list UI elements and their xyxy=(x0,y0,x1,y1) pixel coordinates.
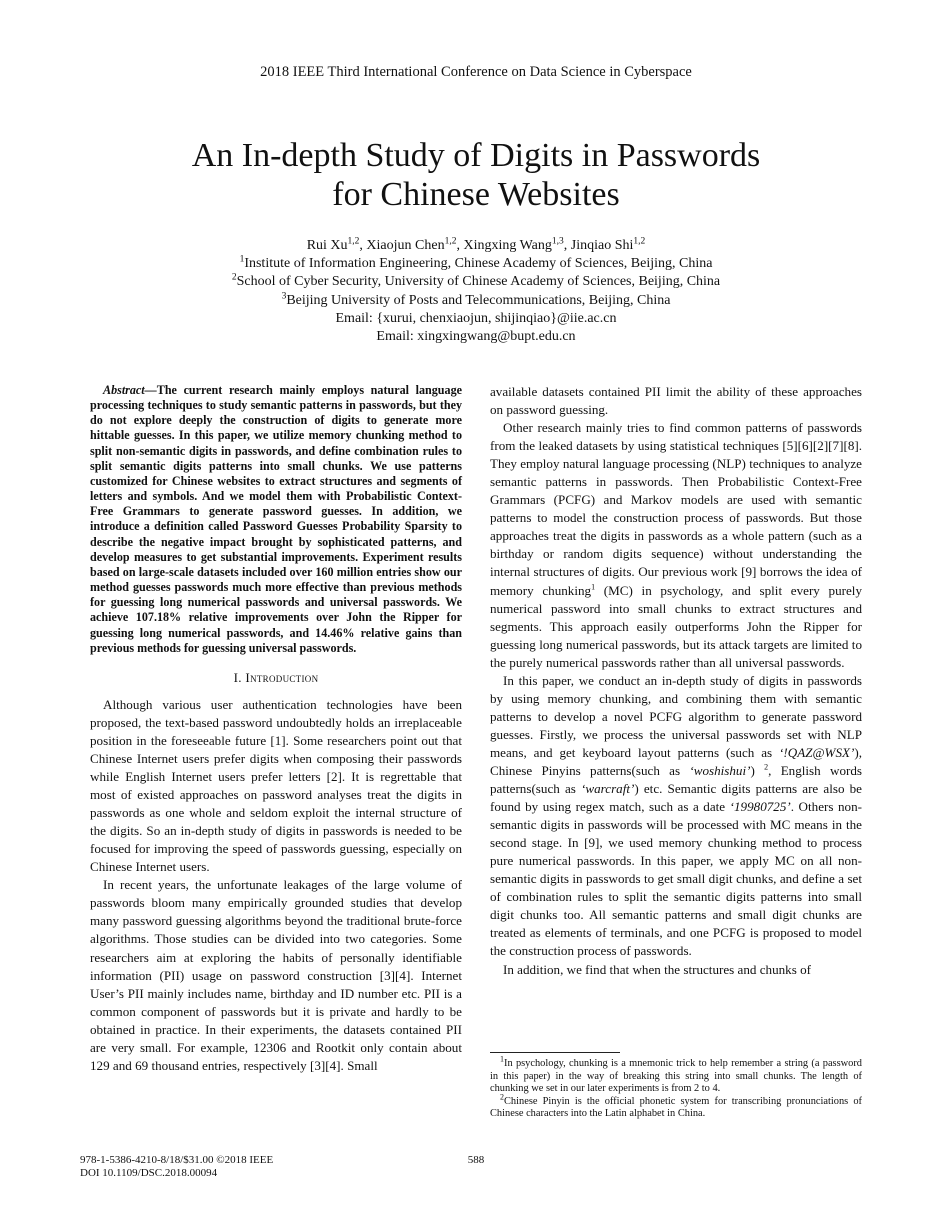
affiliation-text: School of Cyber Security, University of Chinese Academy of Sciences, Beijing, China xyxy=(236,274,721,290)
title-line-2: for Chinese Websites xyxy=(332,176,620,213)
abstract-text: The current research mainly employs natural language processing techniques to study semantic patterns in passwords, but they do not explore deeply the construction of digits to generate more hittable guesses. In this paper, we utilize memory chunking method to split non-semantic digits in passwords, and define combination rules to split semantic digits patterns into small chunks. We use patterns customized for Chinese websites to extract structures and segments of letters and symbols. And we model them with Probabilistic Context-Free Grammars to generate password guesses. In addition, we introduce a definition called Password Guesses Probability Sparsity to describe the negative impact brought by sophisticated patterns, and develop measures to get substantial improvements. Experiment results based on large-scale datasets included over 160 million entries show our method guesses passwords much more effective than previous methods for guessing long numerical passwords and universal passwords. We achieve 107.18% relative improvements over John the Ripper for guessing long numerical passwords, and 14.46% relative gains than previous methods for guessing universal passwords. xyxy=(90,383,462,655)
paragraph-text: Other research mainly tries to find common patterns of passwords from the leaked datasets by using statistical techniques [5][6][2][7][8]. They employ natural language processing (NLP) techniques to analyze semantic patterns in passwords. Then Probabilistic Context-Free Grammars (PCFG) and Markov models are used with semantic patterns to model the construction process of passwords. But those approaches treat the digits in passwords as a whole pattern (such as a birthday or random digits sequence) without understanding the internal structures of digits. Our previous work [9] borrows the idea of memory chunking xyxy=(490,420,862,598)
author-separator: , xyxy=(563,238,571,253)
page-number: 588 xyxy=(467,1154,485,1166)
paragraph-text: , English words patterns(such as xyxy=(490,762,862,797)
abstract xyxy=(90,383,462,656)
example-pattern: ‘warcraft’ xyxy=(581,781,635,797)
footnote-text: In psychology, chunking is a mnemonic trick to help remember a string (a password in this paper) in the way of breaking this string into small chunks. The length of chunking we set in our later experiments is from 2 to 4. xyxy=(490,1058,862,1095)
footnote xyxy=(490,1054,862,1096)
author-affiliation-mark: 1,2 xyxy=(633,236,646,247)
body-paragraph: In recent years, the unfortunate leakages of the large volume of passwords bloom many empirically grounded studies that develop many password guessing algorithms beyond the traditional brute-force algorithms. Those studies can be divided into two categories. Some researchers aim at exploring the habits of personally identifiable information (PII) usage on password construction [3][4]. Internet User’s PII mainly includes name, birthday and ID number etc. PII is a common component of passwords but it is private and hardly to be obtained in practice. In their experiments, the datasets contained PII are very small. For example, 12306 and Rootkit only contain about 129 and 69 thousand entries, respectively [3][4]. Small xyxy=(90,877,462,1073)
footer-doi: DOI 10.1109/DSC.2018.00094 xyxy=(80,1167,218,1179)
footnote-number: 2 xyxy=(500,1092,504,1102)
paragraph-text: ) xyxy=(750,762,765,778)
affiliation-text: Beijing University of Posts and Telecommunications, Beijing, China xyxy=(286,292,671,308)
abstract-label: Abstract— xyxy=(103,383,157,397)
affiliation-text: Institute of Information Engineering, Chinese Academy of Sciences, Beijing, China xyxy=(244,256,713,272)
right-column xyxy=(490,383,862,979)
body-paragraph: available datasets contained PII limit the ability of these approaches on password guessing. xyxy=(490,384,862,418)
author-name: Xiaojun Chen xyxy=(366,238,445,253)
example-pattern: ‘19980725’ xyxy=(729,799,791,815)
footnote-rule xyxy=(490,1052,620,1053)
section-heading xyxy=(90,669,462,687)
footer-isbn: 978-1-5386-4210-8/18/$31.00 ©2018 IEEE xyxy=(80,1154,274,1166)
footnote-number: 1 xyxy=(500,1054,504,1064)
affiliation-number: 3 xyxy=(281,290,287,301)
author-list xyxy=(0,237,952,255)
author-separator: , xyxy=(456,238,464,253)
author-affiliation-mark: 1,2 xyxy=(347,236,360,247)
paper-title xyxy=(0,136,952,214)
affiliation-line xyxy=(0,292,952,310)
left-column xyxy=(90,383,462,1075)
paragraph-text: . Others non-semantic digits in passwords will be processed with MC means in the second stage. In [9], we used memory chunking method to process pure numerical passwords. In this paper, we apply MC on all non-semantic digits in passwords to get small digit chunks, and define a set of combination rules to split the semantic digits patterns into small digit chunks too. All semantic patterns and small digit chunks are treated as elements of terminals, and one PCFG is proposed to model the construction process of passwords. xyxy=(490,799,862,959)
author-name: Jinqiao Shi xyxy=(570,238,634,253)
body-paragraph xyxy=(490,672,862,961)
affiliation-number: 2 xyxy=(231,272,237,283)
author-name: Rui Xu xyxy=(306,238,348,253)
body-paragraph: Although various user authentication technologies have been proposed, the text-based password undoubtedly holds an irreplaceable position in the foreseeable future [1]. Some researchers point out that Chinese Internet users prefer digits when composing their passwords while English Internet users prefer letters [2]. It is regrettable that most of existed approaches on password analyses treat the digits in passwords as one whole and seldom exploit the internal structure of the digits. So an in-depth study of digits in passwords is needed to be focused for improving the speed of passwords guessing, especially on Chinese Internet users. xyxy=(90,696,462,875)
example-pattern: ‘!QAZ@WSX’ xyxy=(779,744,855,760)
section-title: Introduction xyxy=(245,669,319,685)
author-affiliation-mark: 1,3 xyxy=(551,236,564,247)
author-name: Xingxing Wang xyxy=(463,238,552,253)
paragraph-text: (MC) in psychology, and split every purely numerical password into small chunks to extract structures and segments. This approach easily outperforms John the Ripper for guessing long numerical passwords, but its attack targets are limited to the purely numerical passwords rather than all universal passwords. xyxy=(490,582,862,670)
body-paragraph: In addition, we find that when the structures and chunks of xyxy=(503,961,811,977)
footnote-text: Chinese Pinyin is the official phonetic system for transcribing pronunciations of Chinese characters into the Latin alphabet in China. xyxy=(490,1095,862,1120)
affiliation-line xyxy=(0,273,952,291)
email-line: Email: {xurui, chenxiaojun, shijinqiao}@iie.ac.cn xyxy=(335,310,617,326)
footnote xyxy=(490,1092,862,1121)
affiliation-number: 1 xyxy=(239,254,245,265)
footnotes xyxy=(490,1052,862,1121)
title-line-1: An In-depth Study of Digits in Passwords xyxy=(191,137,761,174)
affiliation-line xyxy=(0,255,952,273)
paragraph-text: ) etc. Semantic digits patterns are also be found by using regex match, such as a date xyxy=(490,781,862,815)
example-pattern: ‘woshishui’ xyxy=(689,762,751,778)
section-number: I. xyxy=(233,669,246,685)
footnote-reference: 2 xyxy=(764,762,769,772)
footnote-reference: 1 xyxy=(591,582,596,592)
author-separator: , xyxy=(359,238,367,253)
email-line: Email: xingxingwang@bupt.edu.cn xyxy=(376,329,576,345)
paragraph-text: ), Chinese Pinyins patterns(such as xyxy=(490,744,862,778)
conference-header: 2018 IEEE Third International Conference on Data Science in Cyberspace xyxy=(260,64,692,80)
paragraph-text: In this paper, we conduct an in-depth study of digits in passwords by using memory chunking, and combining them with semantic patterns to develop a novel PCFG algorithm to generate password guesses. Firstly, we process the universal passwords set with NLP means, and get keyboard layout patterns (such as xyxy=(490,672,862,760)
body-paragraph xyxy=(490,419,862,672)
author-affiliation-mark: 1,2 xyxy=(444,236,457,247)
author-block xyxy=(0,237,952,346)
